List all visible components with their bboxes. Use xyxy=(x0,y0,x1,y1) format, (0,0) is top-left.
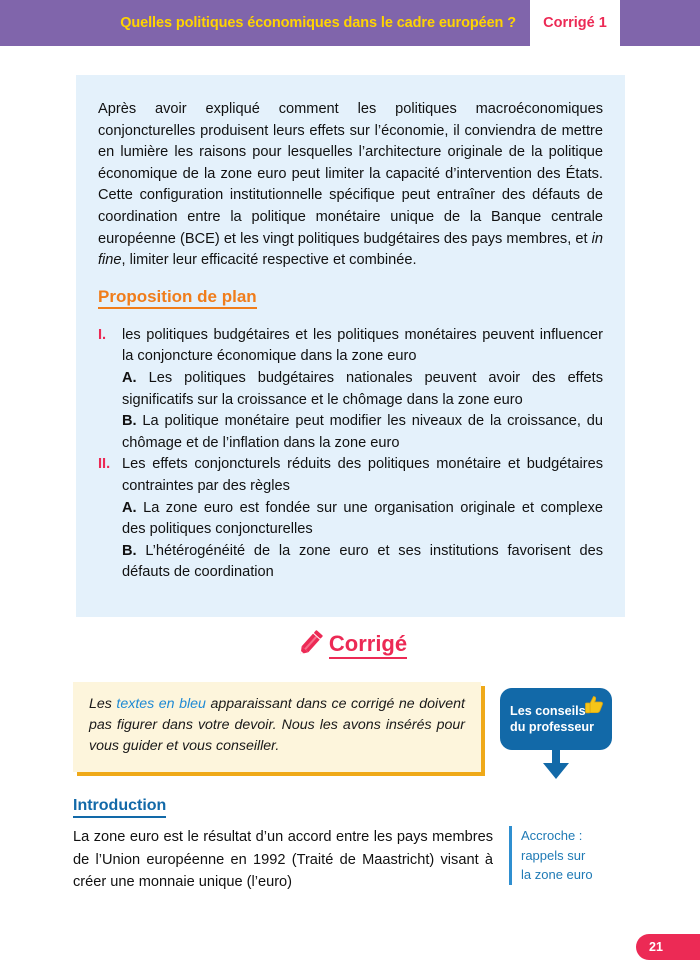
header-title-zone xyxy=(0,0,530,46)
note-text-after: apparaissant dans ce corrigé ne doivent pas figurer dans votre devoir. Nous les avons insérés pour vous guider et vous conseiller. xyxy=(89,696,465,754)
header-corrige-chip xyxy=(530,0,620,46)
plan-sub-text: La politique monétaire peut modifier les niveaux de la croissance, du chômage et de l’inflation dans la zone euro xyxy=(122,413,603,451)
introduction-heading-wrap xyxy=(73,798,166,818)
plan-item xyxy=(98,454,603,584)
side-annotation-line1: Accroche : xyxy=(521,828,583,843)
plan-sub-label: A. xyxy=(122,369,137,386)
plan-sub-label: B. xyxy=(122,542,137,559)
plan-body xyxy=(122,325,603,455)
plan-numeral: II. xyxy=(98,456,111,473)
intro-panel xyxy=(76,75,625,617)
plan-sub-label: B. xyxy=(122,413,137,430)
header-chip-label: Corrigé 1 xyxy=(543,15,607,31)
intro-paragraph-part1: Après avoir expliqué comment les politiques macroéconomiques conjoncturelles produisent leurs effets sur l’économie, il conviendra de mettre en lumière les raisons pour lesquelles l’architecture originale de la politique économique de la zone euro peut limiter la capacité d’intervention des États. Cette configuration institutionnelle spécifique peut entraîner des défauts de coordination entre la politique monétaire unique de la Banque centrale européenne (BCE) et les vingt politiques budgétaires des pays membres, et xyxy=(98,101,603,247)
plan-sub-item xyxy=(122,498,603,541)
plan-sub-item xyxy=(122,541,603,584)
plan-body xyxy=(122,454,603,584)
intro-paragraph-italic: in fine xyxy=(98,230,603,269)
note-box xyxy=(73,682,481,772)
plan-main-text: les politiques budgétaires et les politiques monétaires peuvent influencer la conjoncture économique dans la zone euro xyxy=(122,326,603,365)
note-text-highlight: textes en bleu xyxy=(116,696,206,712)
corrige-title: Corrigé xyxy=(329,632,407,658)
tip-badge-line2: du professeur xyxy=(510,720,594,734)
plan-numeral: I. xyxy=(98,326,107,343)
side-annotation-line2: rappels sur xyxy=(521,847,586,863)
introduction-heading: Introduction xyxy=(73,798,166,818)
plan-list xyxy=(98,325,603,584)
arrow-down-icon xyxy=(541,748,571,787)
plan-item xyxy=(98,325,603,455)
introduction-paragraph: La zone euro est le résultat d’un accord entre les pays membres de l’Union européenne en 1992 (Traité de Maastricht) visant à créer une monnaie unique (l’euro) xyxy=(73,829,493,890)
plan-sub-text: L’hétérogénéité de la zone euro et ses institutions favorisent des défauts de coordination xyxy=(122,542,603,581)
teacher-tip-badge xyxy=(500,688,612,750)
header-tail-block xyxy=(620,0,700,46)
pencil-icon xyxy=(293,626,327,665)
page-header-bar xyxy=(0,0,700,46)
intro-paragraph-part2: , limiter leur efficacité respective et combinée. xyxy=(121,252,417,269)
page-number: 21 xyxy=(649,940,663,954)
page-title: Quelles politiques économiques dans le cadre européen ? xyxy=(120,15,516,31)
corrige-title-row xyxy=(0,626,700,665)
side-annotation-line3: la zone euro xyxy=(521,867,593,882)
thumbs-up-icon xyxy=(583,694,605,721)
tip-badge-line1: Les conseils xyxy=(510,704,586,718)
plan-main-text: Les effets conjoncturels réduits des politiques monétaire et budgétaires contraintes par des règles xyxy=(122,456,603,494)
note-text-before: Les xyxy=(89,696,117,712)
page-number-badge xyxy=(636,934,700,960)
plan-sub-item xyxy=(122,411,603,454)
plan-heading: Proposition de plan xyxy=(98,288,257,309)
intro-paragraph xyxy=(98,99,603,272)
plan-sub-item xyxy=(122,368,603,411)
plan-sub-text: La zone euro est fondée sur une organisation originale et complexe des politiques conjoncturelles xyxy=(122,499,603,538)
side-annotation xyxy=(509,826,639,885)
note-text xyxy=(89,694,465,757)
plan-heading-wrap xyxy=(98,272,603,315)
plan-sub-label: A. xyxy=(122,499,137,516)
plan-sub-text: Les politiques budgétaires nationales peuvent avoir des effets significatifs sur la croissance et le chômage dans la zone euro xyxy=(122,369,603,408)
